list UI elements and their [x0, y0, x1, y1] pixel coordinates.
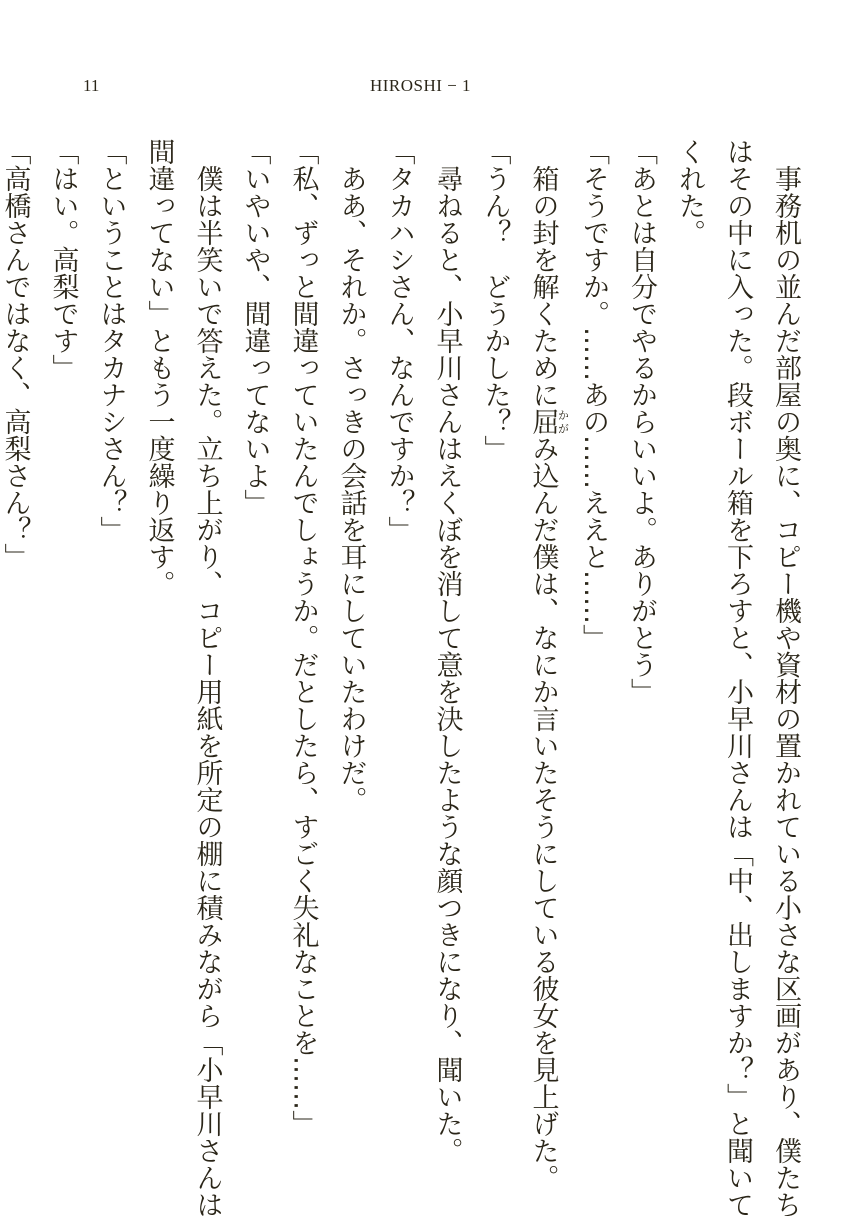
text-line: 間違ってない」ともう一度繰り返す。	[143, 138, 175, 597]
text-line: 「そうですか。……あの……ええと……」	[578, 138, 609, 651]
page-number: 11	[83, 76, 100, 95]
text-line: 「ということはタカナシさん？」	[95, 138, 127, 543]
text-line: 「いやいや、間違ってないよ」	[239, 138, 271, 516]
novel-text-body	[0, 138, 809, 1218]
text-line: 「高橋さんではなく、高梨さん？」	[0, 138, 31, 570]
text-line: 「うん？ どうかした？」	[479, 138, 511, 462]
text-line: はその中に入った。段ボール箱を下ろすと、小早川さんは「中、出しますか？」と聞いて	[722, 138, 753, 1218]
text-line: 「私、ずっと間違っていたんでしょうか。だとしたら、すごく失礼なことを……」	[287, 138, 319, 1137]
text-line-with-ruby	[519, 138, 570, 1191]
text-line: 僕は半笑いで答えた。立ち上がり、コピー用紙を所定の棚に積みながら「小早川さんは	[191, 165, 223, 1218]
text-line: 事務机の並んだ部屋の奥に、コピー機や資材の置かれている小さな区画があり、僕たち	[770, 165, 801, 1218]
text-segment: み込んだ僕は、なにか言いたそうにしている彼女を見上げた。	[527, 435, 559, 1191]
ruby-base: 屈	[527, 408, 559, 435]
text-line: 尋ねると、小早川さんはえくぼを消して意を決したような顔つきになり、聞いた。	[431, 165, 463, 1164]
text-line: くれた。	[674, 138, 705, 246]
text-line: 「タカハシさん、なんですか？」	[383, 138, 415, 543]
text-line: 「はい。高梨です」	[47, 138, 79, 381]
running-header: HIROSHI − 1	[369, 76, 472, 95]
ruby-annotation	[527, 408, 570, 435]
text-line: ああ、それか。さっきの会話を耳にしていたわけだ。	[335, 165, 367, 813]
ruby-reading: かが	[556, 408, 570, 435]
text-segment: 箱の封を解くために	[527, 165, 559, 408]
text-line: 「あとは自分でやるからいいよ。ありがとう」	[626, 138, 657, 705]
